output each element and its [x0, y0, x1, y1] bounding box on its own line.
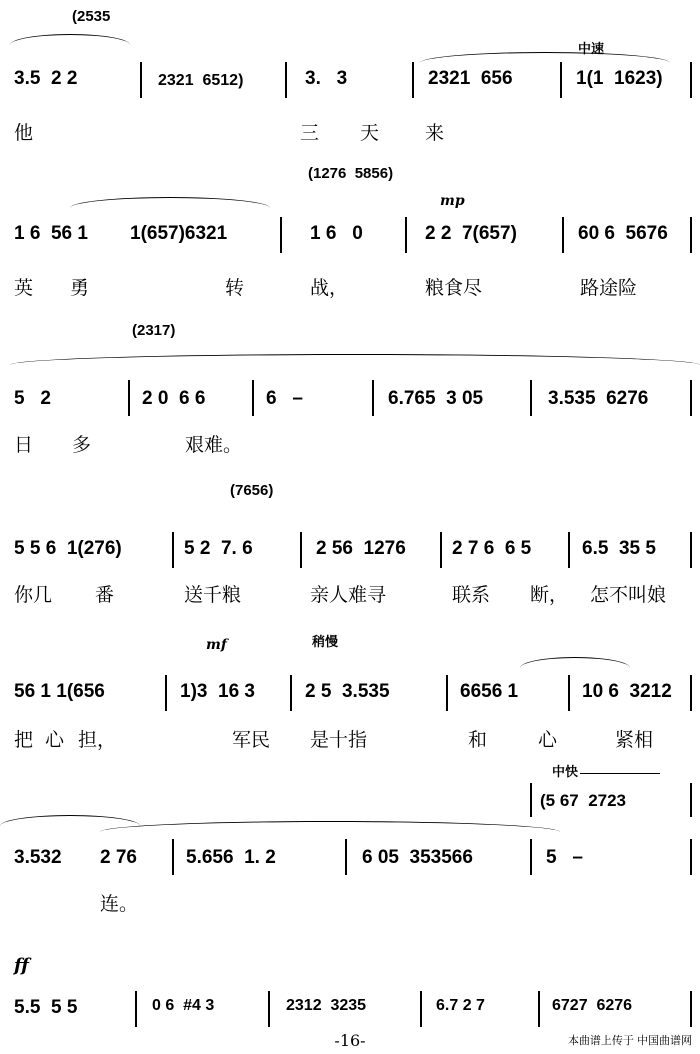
- intro-parenthetical: (1276 5856): [308, 165, 394, 182]
- barline: [345, 839, 347, 875]
- measure: 2321 6512): [158, 72, 244, 89]
- score-line-2: [0, 155, 700, 299]
- barline: [562, 217, 564, 253]
- measure: 6.7 2 7: [436, 997, 485, 1014]
- barline: [560, 62, 562, 98]
- measure: 1(657)6321: [130, 223, 228, 244]
- tempo-marking: 稍慢: [312, 635, 339, 650]
- barline: [690, 839, 692, 875]
- barline: [165, 675, 167, 711]
- lyric: 路途险: [580, 277, 638, 299]
- lyric: 艰难。: [185, 434, 243, 456]
- barline: [690, 532, 692, 568]
- barline: [290, 675, 292, 711]
- lyric: 英: [14, 277, 34, 299]
- lyric: 送千粮: [184, 584, 242, 606]
- tempo-extension-line: [580, 773, 660, 774]
- score-line-6: [0, 755, 700, 915]
- measure: 2312 3235: [286, 997, 367, 1014]
- barline: [420, 991, 422, 1027]
- barline: [446, 675, 448, 711]
- barline: [440, 532, 442, 568]
- score-line-7: [0, 955, 700, 1035]
- barline: [172, 839, 174, 875]
- measure: 2 7 6 6 5: [452, 538, 532, 559]
- measure: 2 2 7(657): [425, 223, 517, 244]
- measure: 56 1 1(656: [14, 681, 105, 702]
- measure: 60 6 5676: [578, 223, 668, 244]
- measure: 5 2: [14, 388, 51, 409]
- lyric: 是十指: [310, 729, 368, 751]
- tempo-marking: 中快: [552, 765, 579, 780]
- slur: [10, 354, 700, 365]
- barline: [690, 62, 692, 98]
- measure: 2 0 6 6: [142, 388, 206, 409]
- barline: [128, 380, 130, 416]
- lyric: 连。: [100, 893, 139, 915]
- barline: [300, 532, 302, 568]
- score-line-5: [0, 625, 700, 755]
- barline: [690, 380, 692, 416]
- slur: [0, 815, 140, 826]
- barline: [530, 380, 532, 416]
- tempo-marking: 中速: [578, 42, 605, 57]
- measure: 0 6 #4 3: [152, 997, 215, 1014]
- score-line-3: [0, 310, 700, 456]
- lyric: 粮食尽: [425, 277, 483, 299]
- intro-parenthetical: (7656): [230, 482, 274, 499]
- slur: [70, 197, 270, 208]
- intro-parenthetical: (5 67 2723: [540, 791, 627, 810]
- measure: 3.535 6276: [548, 388, 649, 409]
- lyric: 怎不叫娘: [590, 584, 667, 606]
- barline: [690, 991, 692, 1027]
- dynamic-marking: mp: [440, 193, 465, 209]
- measure: 6727 6276: [552, 997, 633, 1014]
- measure: 5.5 5 5: [14, 997, 78, 1018]
- slur: [420, 52, 670, 63]
- measure: 6 –: [266, 388, 303, 409]
- measure: 2 5 3.535: [305, 681, 390, 702]
- lyric: 勇: [70, 277, 90, 299]
- measure: 1 6 0: [310, 223, 363, 244]
- measure: 10 6 3212: [582, 681, 672, 702]
- measure: 1)3 16 3: [180, 681, 255, 702]
- lyric: 日: [14, 434, 34, 456]
- measure: 1(1 1623): [576, 68, 663, 89]
- lyric: 和: [468, 729, 488, 751]
- lyric: 来: [425, 122, 445, 144]
- lyric: 战，: [310, 277, 349, 299]
- barline: [372, 380, 374, 416]
- intro-parenthetical: (2535: [72, 8, 111, 25]
- lyric: 三: [300, 122, 320, 144]
- barline: [252, 380, 254, 416]
- barline: [568, 532, 570, 568]
- watermark: 本曲谱上传于 中国曲谱网: [567, 1035, 692, 1047]
- measure: 3.532: [14, 847, 62, 868]
- barline: [690, 675, 692, 711]
- barline: [530, 783, 532, 817]
- lyric: 亲人难寻: [310, 584, 387, 606]
- lyric: 多: [72, 434, 92, 456]
- measure: 5.656 1. 2: [186, 847, 276, 868]
- measure: 6656 1: [460, 681, 519, 702]
- measure: 6 05 353566: [362, 847, 473, 868]
- lyric: 心: [45, 729, 65, 751]
- barline: [412, 62, 414, 98]
- measure: 3.5 2 2: [14, 68, 78, 89]
- measure: 1 6 56 1: [14, 223, 88, 244]
- barline: [538, 991, 540, 1027]
- lyric: 天: [360, 122, 380, 144]
- measure: 6.5 35 5: [582, 538, 656, 559]
- barline: [690, 217, 692, 253]
- lyric: 军民: [232, 729, 271, 751]
- measure: 2 56 1276: [316, 538, 406, 559]
- measure: 6.765 3 05: [388, 388, 484, 409]
- measure: 5 –: [546, 847, 583, 868]
- barline: [268, 991, 270, 1027]
- lyric: 联系: [452, 584, 491, 606]
- slur: [520, 657, 630, 668]
- barline: [285, 62, 287, 98]
- measure: 2 76: [100, 847, 137, 868]
- score-line-1: [0, 0, 700, 144]
- barline: [135, 991, 137, 1027]
- measure: 3. 3: [305, 68, 348, 89]
- page-number: -16-: [334, 1031, 366, 1050]
- lyric: 把: [14, 729, 34, 751]
- score-line-4: [0, 470, 700, 606]
- measure: 5 5 6 1(276): [14, 538, 122, 559]
- lyric: 番: [95, 584, 115, 606]
- dynamic-marking: mf: [206, 637, 227, 653]
- lyric: 心: [538, 729, 558, 751]
- dynamic-marking: ff: [14, 955, 29, 976]
- barline: [140, 62, 142, 98]
- barline: [172, 532, 174, 568]
- measure: 5 2 7. 6: [184, 538, 253, 559]
- lyric: 断，: [530, 584, 569, 606]
- barline: [568, 675, 570, 711]
- barline: [405, 217, 407, 253]
- barline: [690, 783, 692, 817]
- intro-parenthetical: (2317): [132, 322, 176, 339]
- lyric: 你几: [14, 584, 53, 606]
- lyric: 紧相: [615, 729, 654, 751]
- measure: 2321 656: [428, 68, 513, 89]
- lyric: 他: [14, 122, 34, 144]
- barline: [530, 839, 532, 875]
- lyric: 转: [225, 277, 245, 299]
- slur: [100, 821, 560, 832]
- slur: [10, 34, 130, 45]
- lyric: 担，: [78, 729, 117, 751]
